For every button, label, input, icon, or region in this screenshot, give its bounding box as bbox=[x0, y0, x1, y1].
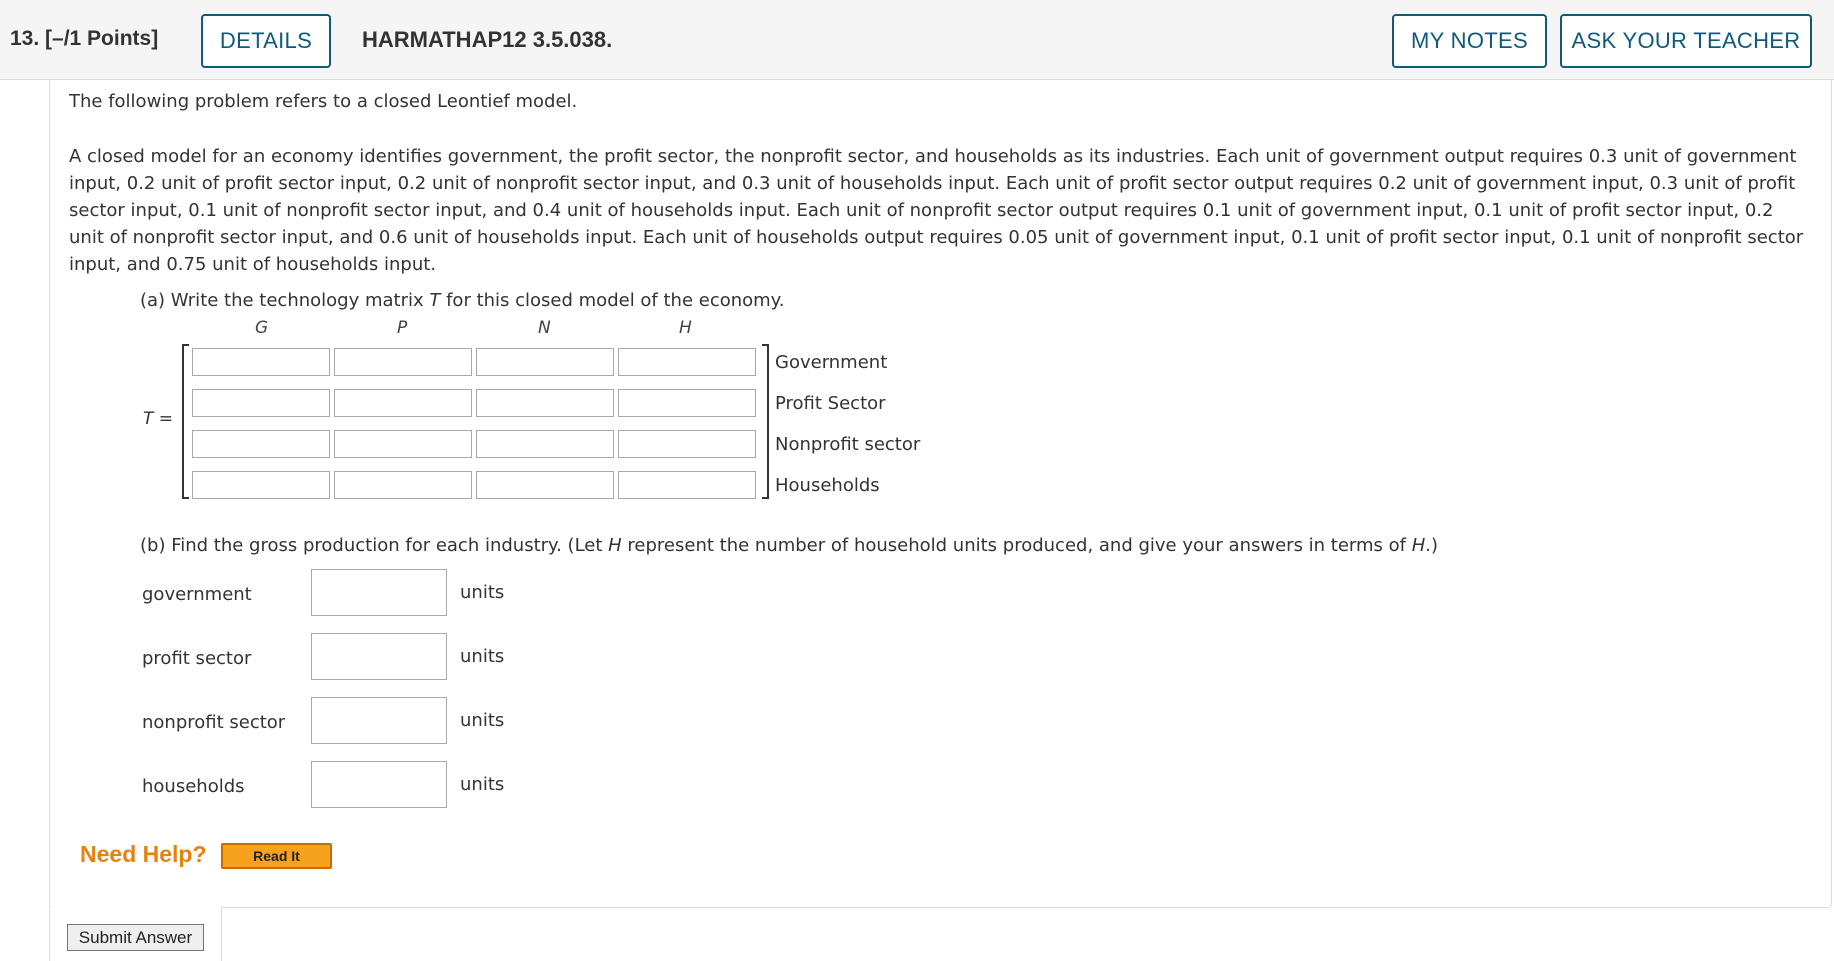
submit-answer-button[interactable]: Submit Answer bbox=[67, 924, 204, 951]
government-production-label: government bbox=[142, 584, 252, 605]
matrix-label: T = bbox=[143, 409, 174, 429]
matrix-cell-p-n[interactable] bbox=[476, 389, 614, 417]
matrix-cell-n-g[interactable] bbox=[192, 430, 330, 458]
matrix-cell-n-h[interactable] bbox=[618, 430, 756, 458]
part-a-prompt-var: T bbox=[429, 290, 441, 311]
government-production-input[interactable] bbox=[311, 569, 447, 616]
matrix-cell-p-g[interactable] bbox=[192, 389, 330, 417]
matrix-cell-g-h[interactable] bbox=[618, 348, 756, 376]
nonprofit-sector-production-label: nonprofit sector bbox=[142, 712, 286, 733]
part-a-prompt-text-end: for this closed model of the economy. bbox=[440, 290, 785, 311]
profit-sector-production-label: profit sector bbox=[142, 648, 252, 669]
problem-code: HARMATHAP12 3.5.038. bbox=[362, 27, 613, 52]
households-units-label: units bbox=[460, 774, 505, 795]
problem-intro: The following problem refers to a closed Leontief model. bbox=[69, 91, 578, 112]
profit-sector-production-input[interactable] bbox=[311, 633, 447, 680]
government-units-label: units bbox=[460, 582, 505, 603]
households-production-input[interactable] bbox=[311, 761, 447, 808]
nonprofit-sector-units-label: units bbox=[460, 710, 505, 731]
part-b-prompt-text-mid: represent the number of household units produced, and give your answers in terms of bbox=[621, 535, 1412, 556]
nonprofit-sector-production-input[interactable] bbox=[311, 697, 447, 744]
part-a-prompt-text: (a) Write the technology matrix bbox=[140, 290, 430, 311]
read-it-button[interactable]: Read It bbox=[221, 843, 332, 869]
matrix-cell-p-h[interactable] bbox=[618, 389, 756, 417]
part-a-prompt bbox=[140, 290, 785, 311]
part-b-prompt-text-end: .) bbox=[1425, 535, 1439, 556]
households-production-label: households bbox=[142, 776, 245, 797]
question-header bbox=[0, 0, 1834, 80]
matrix-row-label-profit-sector: Profit Sector bbox=[775, 393, 886, 414]
matrix-cell-n-p[interactable] bbox=[334, 430, 472, 458]
part-b-prompt-text: (b) Find the gross production for each industry. (Let bbox=[140, 535, 609, 556]
matrix-cell-g-g[interactable] bbox=[192, 348, 330, 376]
part-b-prompt-var-2: H bbox=[1411, 535, 1426, 556]
matrix-row-label-nonprofit-sector: Nonprofit sector bbox=[775, 434, 921, 455]
matrix-cell-g-n[interactable] bbox=[476, 348, 614, 376]
matrix-column-header-h: H bbox=[679, 318, 692, 338]
ask-your-teacher-button[interactable]: ASK YOUR TEACHER bbox=[1560, 14, 1812, 68]
matrix-cell-h-p[interactable] bbox=[334, 471, 472, 499]
matrix-column-header-p: P bbox=[397, 318, 408, 338]
profit-sector-units-label: units bbox=[460, 646, 505, 667]
question-points-label: 13. [–/1 Points] bbox=[10, 27, 159, 50]
matrix-column-header-g: G bbox=[255, 318, 269, 338]
problem-description: A closed model for an economy identifies government, the profit sector, the nonprofit sector, and households as its industries. Each unit of government output requires 0.3 unit of government input, 0.2 unit of profit sector input, 0.2 unit of nonprofit sector input, and 0.3 unit of households input. Each unit of profit sector output requires 0.2 unit of government input, 0.3 unit of profit sector input, 0.1 unit of nonprofit sector input, and 0.4 unit of households input. Each unit of nonprofit sector output requires 0.1 unit of government input, 0.1 unit of profit sector input, 0.2 unit of nonprofit sector input, and 0.6 unit of households input. Each unit of households output requires 0.05 unit of government input, 0.1 unit of profit sector input, 0.1 unit of nonprofit sector input, and 0.75 unit of households input. bbox=[69, 146, 1804, 275]
matrix-column-header-n: N bbox=[538, 318, 551, 338]
matrix-cell-h-g[interactable] bbox=[192, 471, 330, 499]
matrix-row-label-households: Households bbox=[775, 475, 880, 496]
matrix-cell-n-n[interactable] bbox=[476, 430, 614, 458]
matrix-cell-h-h[interactable] bbox=[618, 471, 756, 499]
part-b-prompt-var: H bbox=[608, 535, 622, 556]
matrix-cell-p-p[interactable] bbox=[334, 389, 472, 417]
matrix-cell-h-n[interactable] bbox=[476, 471, 614, 499]
matrix-cell-g-p[interactable] bbox=[334, 348, 472, 376]
matrix-row-label-government: Government bbox=[775, 352, 888, 373]
need-help-label: Need Help? bbox=[80, 841, 207, 867]
my-notes-button[interactable]: MY NOTES bbox=[1392, 14, 1547, 68]
matrix-left-bracket bbox=[182, 344, 189, 499]
details-button[interactable]: DETAILS bbox=[201, 14, 331, 68]
part-b-prompt bbox=[140, 535, 1438, 556]
matrix-right-bracket bbox=[762, 344, 769, 499]
